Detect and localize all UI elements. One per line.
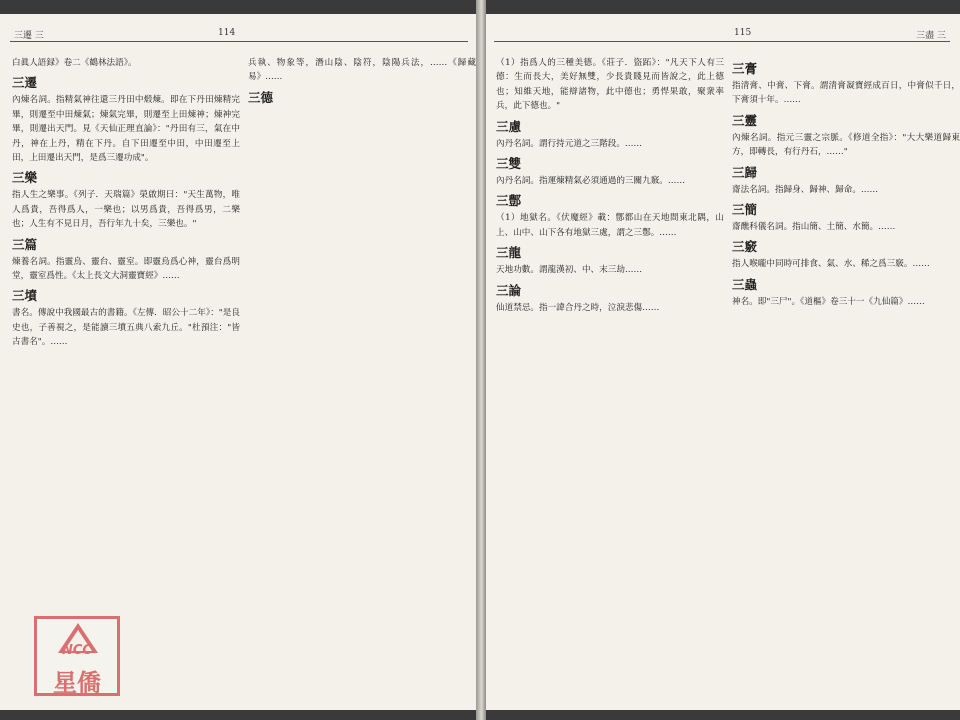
left-page-number: 114 — [218, 28, 236, 38]
entry-term: 三竅 — [732, 239, 758, 255]
entry — [732, 59, 960, 108]
entry — [496, 117, 724, 151]
entry-term: 三鄷 — [496, 193, 522, 209]
entry-term: 三墳 — [12, 288, 38, 304]
entry — [12, 286, 240, 349]
entry-text: 天地功數。謂龍漢初、中、末三劫…… — [496, 265, 643, 276]
entry-text: 指清膏、中膏、下膏。謂清膏凝寶經成百日，中膏似千日，下膏須十年。…… — [732, 81, 960, 106]
entry-term: 三德 — [248, 89, 274, 105]
book-gutter — [476, 0, 486, 720]
entry-text: （1）指爲人的三種美德。《莊子．盜跖》："凡天下人有三德：生而長大，美好無雙，少長貴賤見而皆說之，此上德也；知維天地，能辯諸物，此中德也；勇悍果敢，聚衆率兵，此下德也。" — [496, 58, 724, 112]
entry — [12, 73, 240, 165]
entry-text: 內丹名詞。指運煉精氣必須通過的三關九竅。…… — [496, 176, 686, 187]
entry — [496, 281, 724, 315]
entry-text: 內丹名詞。謂行持元道之三階段。…… — [496, 138, 643, 149]
entry-term: 三簡 — [732, 202, 758, 218]
entry — [732, 163, 960, 197]
left-column-2 — [248, 56, 476, 698]
right-column-2 — [732, 56, 960, 698]
entry-term: 三歸 — [732, 164, 758, 180]
entry — [12, 56, 240, 70]
entry — [12, 168, 240, 231]
entry-text: 神名。即"三尸"。《道樞》卷三十一《九仙篇》…… — [732, 296, 925, 307]
entry-term: 三蟲 — [732, 276, 758, 292]
entry-text: 兵執、物象等，潛山陰、陰符，陰陽兵法，……《歸藏易》…… — [248, 58, 476, 83]
stamp-name-text: 星僑 — [53, 669, 101, 697]
entry-text: 白眞人語録》卷二《鶴林法語》。 — [12, 58, 137, 68]
entry-text: 內煉名詞。指精氣神往還三丹田中煅煉。即在下丹田煉精完畢，則遷至中田煉氣；煉氣完畢，則遷至上田煉神；煉神完畢，則遷出天門。見《天仙正理直論》："丹田有三，氣在中丹，神在上丹，精在下丹。自下田遷至中田，中田遷至上田，上田遷出天門，是爲三遷功成"。 — [12, 95, 240, 164]
right-running-header: 三盡 三 — [916, 31, 946, 41]
entry — [496, 191, 724, 240]
left-running-header: 三遷 三 — [14, 31, 44, 41]
left-page — [0, 14, 476, 710]
entry — [732, 237, 960, 271]
entry-text: 仙道禁忌。指一諱合丹之時，泣淚悲傷…… — [496, 302, 660, 313]
entry-text: 齋法名詞。指歸身、歸神、歸命。…… — [732, 184, 879, 195]
entry — [496, 243, 724, 277]
entry-text: 書名。傳說中我國最古的書籍。《左傳．昭公十二年》："是良史也，子善視之，是能讀三墳五典八索九丘。"杜預注："皆古書名"。…… — [12, 308, 240, 348]
entry-term: 三膏 — [732, 61, 758, 76]
entry-text: 煉養名詞。指靈烏、靈台、靈室。即靈烏爲心神，靈台爲明堂，靈室爲性。《太上長文大洞靈寶經》…… — [12, 256, 240, 282]
ncc-stamp — [34, 616, 120, 696]
entry-term: 三論 — [496, 282, 522, 298]
entry-text: 內煉名詞。指元三靈之宗脈。《修道全指》："大大樂道歸東方，即轉長，有行丹石，……" — [732, 132, 960, 158]
entry — [12, 235, 240, 284]
entry-term: 三遷 — [12, 75, 38, 91]
entry-term: 三靈 — [732, 112, 758, 128]
entry-term: 三篇 — [12, 236, 38, 252]
entry-text: 齋醮科儀名詞。指山簡、土簡、水簡。…… — [732, 222, 896, 233]
entry — [732, 200, 960, 234]
entry — [248, 56, 476, 85]
right-page — [486, 14, 960, 710]
entry-term: 三龍 — [496, 245, 522, 261]
right-column-1 — [496, 56, 724, 698]
entry-text: （1）地獄名。《伏魔經》載：鄷都山在天地間東北隅，山上、山中、山下各有地獄三處，謂之三鄷。…… — [496, 213, 724, 238]
left-header-rule — [10, 41, 468, 42]
stamp-ncc-text: NCC — [62, 643, 92, 658]
entry-term: 三慮 — [496, 118, 522, 134]
entry-text: 指人喉嚨中同時可排食、氣、水、稀之爲三竅。…… — [732, 259, 930, 270]
entry-term: 三雙 — [496, 156, 522, 172]
entry — [732, 275, 960, 309]
left-column-1 — [12, 56, 240, 698]
entry — [248, 88, 476, 106]
right-page-number: 115 — [734, 28, 752, 38]
entry — [496, 154, 724, 188]
entry-term: 三樂 — [12, 170, 38, 186]
entry — [496, 56, 724, 114]
entry-text: 指人生之樂事。《列子．天瑞篇》榮啟期曰："天生萬物，唯人爲貴，吾得爲人，一樂也；以男爲貴，吾得爲男，二樂也；人生有不見日月，吾行年九十矣，三樂也。" — [12, 190, 240, 230]
right-header-rule — [494, 41, 950, 42]
entry — [732, 111, 960, 160]
